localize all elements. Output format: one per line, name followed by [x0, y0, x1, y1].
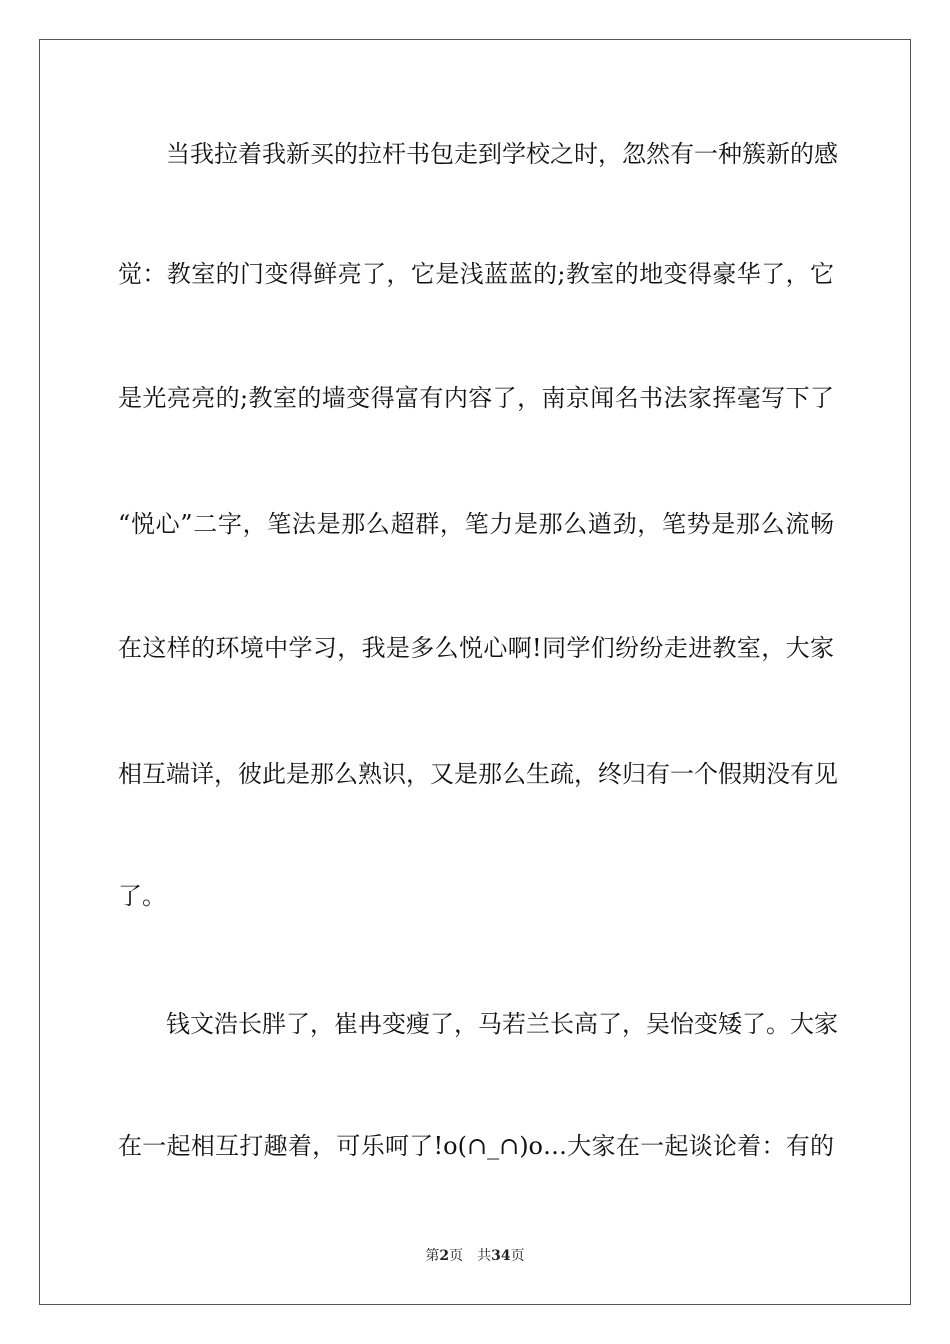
page-border: [39, 39, 911, 1305]
footer-page-suffix: 页: [449, 1248, 464, 1264]
footer-page-prefix: 第: [425, 1248, 440, 1264]
paragraph-line-8: 钱文浩长胖了，崔冉变瘦了，马若兰长高了，吴怡变矮了。大家: [166, 1010, 838, 1038]
paragraph-line-7: 了。: [118, 882, 166, 910]
footer-page-number: 2: [439, 1248, 450, 1264]
page-footer: [0, 1247, 950, 1265]
paragraph-line-1: 当我拉着我新买的拉杆书包走到学校之时，忽然有一种簇新的感: [166, 140, 838, 168]
paragraph-line-4: “悦心”二字，笔法是那么超群，笔力是那么遒劲，笔势是那么流畅: [118, 510, 834, 538]
footer-total-prefix: 共: [477, 1248, 492, 1264]
paragraph-line-3: 是光亮亮的;教室的墙变得富有内容了，南京闻名书法家挥毫写下了: [118, 384, 834, 412]
paragraph-line-2: 觉：教室的门变得鲜亮了，它是浅蓝蓝的;教室的地变得豪华了，它: [118, 260, 834, 288]
paragraph-line-9: 在一起相互打趣着，可乐呵了!o(∩_∩)o…大家在一起谈论着：有的: [118, 1132, 834, 1160]
paragraph-line-6: 相互端详，彼此是那么熟识，又是那么生疏，终归有一个假期没有见: [118, 760, 838, 788]
footer-total-suffix: 页: [510, 1248, 525, 1264]
paragraph-line-5: 在这样的环境中学习，我是多么悦心啊!同学们纷纷走进教室，大家: [118, 634, 834, 662]
footer-total-pages: 34: [491, 1248, 511, 1264]
